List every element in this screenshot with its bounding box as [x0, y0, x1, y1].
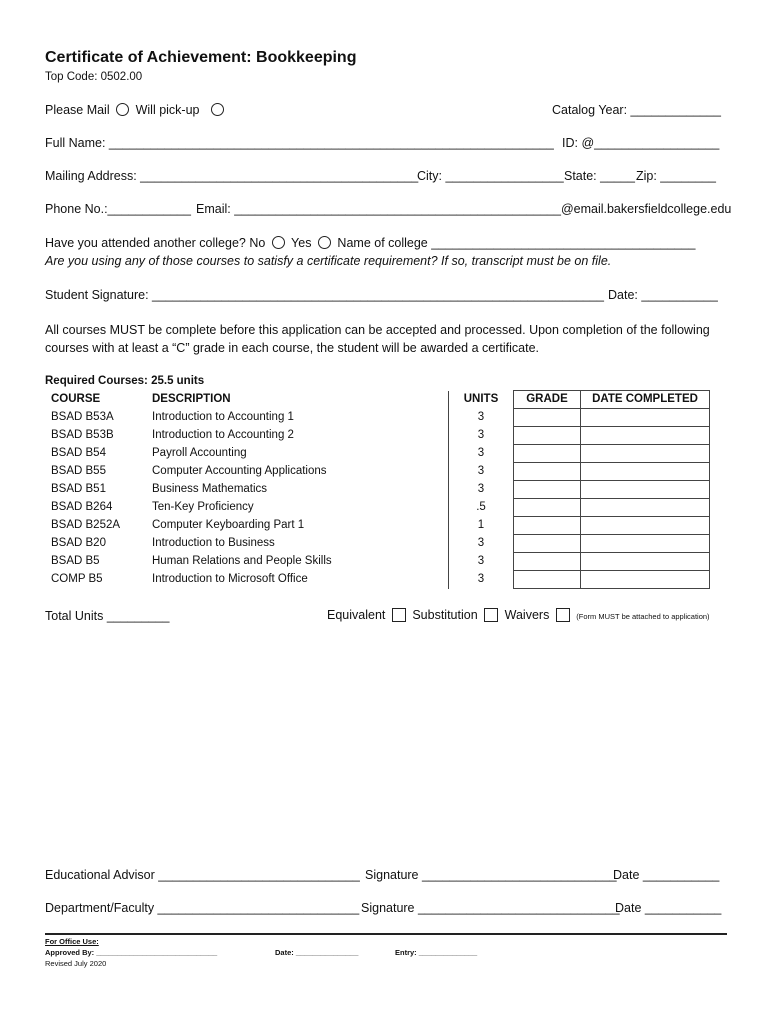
form-attached-note: (Form MUST be attached to application): [576, 612, 710, 621]
total-units-field[interactable]: Total Units _________: [45, 609, 170, 623]
substitution-label: Substitution: [412, 608, 478, 622]
course-description: Introduction to Business: [152, 537, 275, 549]
table-row: [45, 517, 710, 535]
approved-by-field[interactable]: Approved By: _____________________________: [45, 948, 218, 957]
revised-date: Revised July 2020: [45, 959, 107, 968]
course-code: BSAD B264: [51, 501, 113, 513]
office-use-divider: [45, 933, 727, 935]
course-units: 3: [449, 535, 514, 553]
date-completed-cell[interactable]: [581, 571, 710, 589]
educational-advisor-field[interactable]: Educational Advisor _____________________________: [45, 868, 360, 882]
override-options: [327, 608, 710, 622]
please-mail-label: Please Mail: [45, 103, 110, 117]
grade-cell[interactable]: [514, 535, 581, 553]
course-description: Computer Keyboarding Part 1: [152, 519, 305, 531]
waivers-label: Waivers: [504, 608, 550, 622]
date-completed-cell[interactable]: [581, 517, 710, 535]
date-completed-cell[interactable]: [581, 463, 710, 481]
col-description: DESCRIPTION: [152, 393, 231, 405]
no-radio[interactable]: [272, 236, 285, 249]
equivalent-label: Equivalent: [327, 608, 386, 622]
will-pickup-label: Will pick-up: [135, 103, 200, 117]
grade-cell[interactable]: [514, 553, 581, 571]
date-completed-cell[interactable]: [581, 553, 710, 571]
catalog-year-field[interactable]: Catalog Year: _____________: [552, 103, 721, 117]
table-row: [45, 499, 710, 517]
table-row: [45, 445, 710, 463]
course-code: BSAD B51: [51, 483, 106, 495]
grade-cell[interactable]: [514, 499, 581, 517]
course-units: .5: [449, 499, 514, 517]
table-row: [45, 481, 710, 499]
course-units: 3: [449, 463, 514, 481]
course-description: Human Relations and People Skills: [152, 555, 332, 567]
table-row: [45, 427, 710, 445]
date-completed-cell[interactable]: [581, 535, 710, 553]
course-units: 1: [449, 517, 514, 535]
course-code: BSAD B252A: [51, 519, 121, 531]
substitution-checkbox[interactable]: [484, 608, 498, 622]
col-course: COURSE: [51, 393, 101, 405]
other-college-question: [45, 236, 695, 250]
grade-cell[interactable]: [514, 409, 581, 427]
course-description: Introduction to Microsoft Office: [152, 573, 308, 585]
col-grade: GRADE: [514, 391, 581, 409]
table-row: [45, 553, 710, 571]
state-field[interactable]: State: _____: [564, 169, 635, 183]
table-row: [45, 409, 710, 427]
course-description: Computer Accounting Applications: [152, 465, 327, 477]
mailing-address-field[interactable]: Mailing Address: ________________________________________: [45, 169, 419, 183]
no-label: No: [249, 236, 266, 250]
attended-question: Have you attended another college?: [45, 236, 246, 250]
top-code: Top Code: 0502.00: [45, 71, 143, 83]
waivers-checkbox[interactable]: [556, 608, 570, 622]
name-of-college-field[interactable]: Name of college ______________________________________: [337, 236, 696, 250]
city-field[interactable]: City: _________________: [417, 169, 564, 183]
courses-table: [45, 390, 710, 589]
table-row: [45, 571, 710, 589]
office-use-heading: For Office Use:: [45, 937, 99, 946]
date-completed-cell[interactable]: [581, 481, 710, 499]
course-code: BSAD B5: [51, 555, 100, 567]
table-row: [45, 463, 710, 481]
entry-field[interactable]: Entry: ______________: [395, 948, 478, 957]
faculty-signature-field[interactable]: Signature _____________________________: [361, 901, 620, 915]
course-code: BSAD B53B: [51, 429, 114, 441]
transcript-note: Are you using any of those courses to satisfy a certificate requirement? If so, transcript must be on file.: [45, 254, 612, 268]
will-pickup-radio[interactable]: [211, 103, 224, 116]
date-completed-cell[interactable]: [581, 409, 710, 427]
course-units: 3: [449, 553, 514, 571]
student-signature-field[interactable]: Student Signature: _________________________________________________________________: [45, 288, 604, 302]
course-code: BSAD B54: [51, 447, 106, 459]
col-units: UNITS: [449, 391, 514, 409]
course-code: BSAD B20: [51, 537, 106, 549]
phone-field[interactable]: Phone No.:____________: [45, 202, 191, 216]
grade-cell[interactable]: [514, 463, 581, 481]
course-code: BSAD B53A: [51, 411, 114, 423]
course-description: Business Mathematics: [152, 483, 268, 495]
course-description: Introduction to Accounting 1: [152, 411, 294, 423]
grade-cell[interactable]: [514, 571, 581, 589]
grade-cell[interactable]: [514, 517, 581, 535]
grade-cell[interactable]: [514, 427, 581, 445]
course-code: COMP B5: [51, 573, 103, 585]
delivery-options: [45, 103, 227, 117]
faculty-date-field[interactable]: Date ___________: [615, 901, 722, 915]
course-units: 3: [449, 571, 514, 589]
course-units: 3: [449, 427, 514, 445]
advisor-date-field[interactable]: Date ___________: [613, 868, 720, 882]
course-code: BSAD B55: [51, 465, 106, 477]
grade-cell[interactable]: [514, 481, 581, 499]
office-date-field[interactable]: Date: _______________: [275, 948, 359, 957]
id-field[interactable]: ID: @__________________: [562, 136, 720, 150]
yes-label: Yes: [291, 236, 312, 250]
table-header-row: [45, 391, 710, 409]
course-units: 3: [449, 445, 514, 463]
yes-radio[interactable]: [318, 236, 331, 249]
required-courses-heading: Required Courses: 25.5 units: [45, 375, 205, 387]
email-field[interactable]: Email: _______________________________________________@email.bakersfieldcollege.edu: [196, 202, 732, 216]
date-completed-cell[interactable]: [581, 427, 710, 445]
please-mail-radio[interactable]: [116, 103, 129, 116]
course-description: Payroll Accounting: [152, 447, 247, 459]
course-units: 3: [449, 409, 514, 427]
course-description: Ten-Key Proficiency: [152, 501, 254, 513]
page-title: Certificate of Achievement: Bookkeeping: [45, 49, 357, 66]
equivalent-checkbox[interactable]: [392, 608, 406, 622]
department-faculty-field[interactable]: Department/Faculty _____________________________: [45, 901, 360, 915]
advisor-signature-field[interactable]: Signature ____________________________: [365, 868, 617, 882]
intro-line-1: All courses MUST be complete before this application can be accepted and processed. Upon completion of the following: [45, 323, 710, 337]
table-row: [45, 535, 710, 553]
grade-cell[interactable]: [514, 445, 581, 463]
date-completed-cell[interactable]: [581, 499, 710, 517]
course-description: Introduction to Accounting 2: [152, 429, 294, 441]
full-name-field[interactable]: Full Name: ________________________________________________________________: [45, 136, 554, 150]
zip-field[interactable]: Zip: ________: [636, 169, 716, 183]
date-completed-cell[interactable]: [581, 445, 710, 463]
course-units: 3: [449, 481, 514, 499]
intro-line-2: courses with at least a “C” grade in each course, the student will be awarded a certificate.: [45, 341, 540, 355]
student-date-field[interactable]: Date: ___________: [608, 288, 718, 302]
col-date-completed: DATE COMPLETED: [581, 391, 710, 409]
